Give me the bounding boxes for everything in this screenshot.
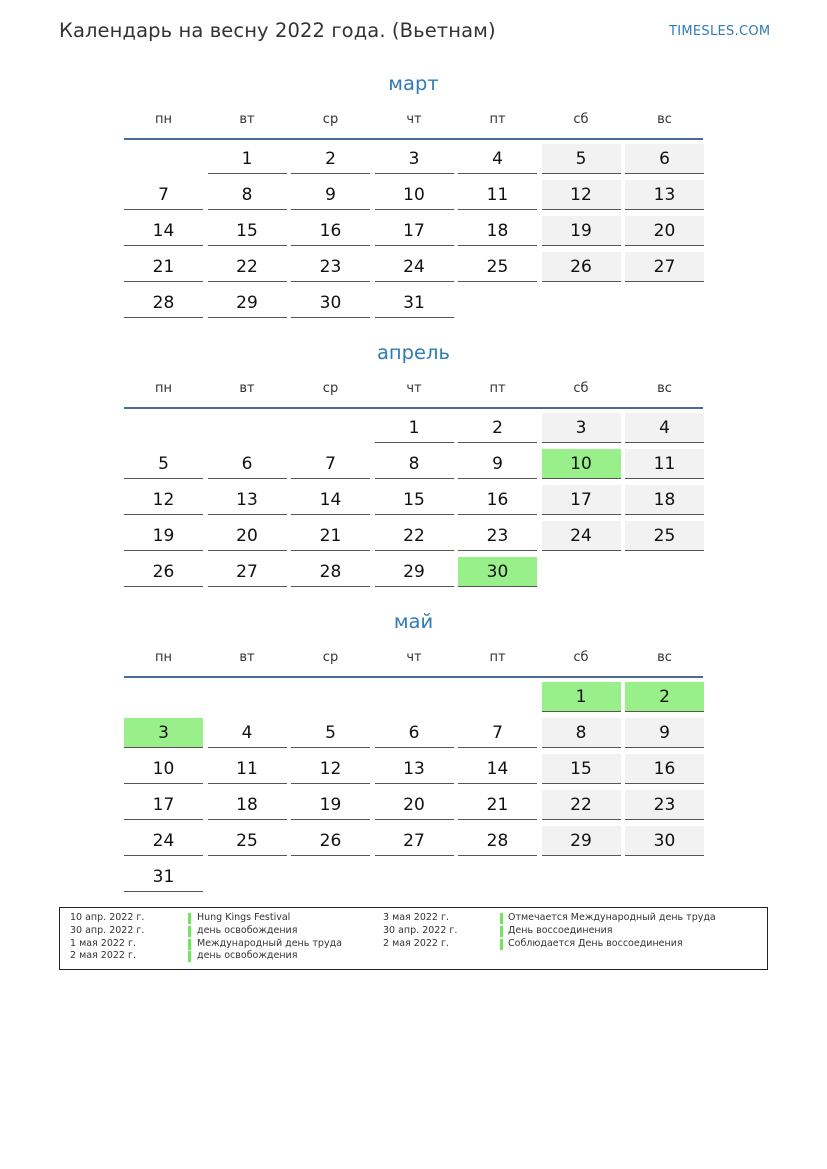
day-cell: 4: [458, 144, 537, 174]
day-cell: 25: [458, 252, 537, 282]
header-rule: [124, 407, 703, 409]
day-cell: 15: [542, 754, 621, 784]
day-cell: 13: [375, 754, 454, 784]
day-cell: 20: [375, 790, 454, 820]
day-cell: 16: [625, 754, 704, 784]
weekday-label: чт: [406, 381, 422, 396]
month-name: май: [393, 610, 434, 633]
day-cell: 11: [625, 449, 704, 479]
day-cell: 6: [375, 718, 454, 748]
day-cell: 17: [542, 485, 621, 515]
day-cell: 29: [375, 557, 454, 587]
legend-marker: [500, 913, 503, 924]
day-cell: 24: [542, 521, 621, 551]
day-cell: 1: [542, 682, 621, 712]
legend-marker: [188, 913, 191, 924]
day-cell: 4: [208, 718, 287, 748]
legend-date: 30 апр. 2022 г.: [70, 924, 145, 936]
day-cell: 1: [375, 413, 454, 443]
weekday-label: вт: [239, 381, 255, 396]
day-cell: 30: [291, 288, 370, 318]
weekday-label: пт: [489, 112, 506, 127]
day-cell: 28: [124, 288, 203, 318]
day-cell: 27: [375, 826, 454, 856]
legend-holiday-name: Hung Kings Festival: [197, 912, 291, 923]
day-cell: 4: [625, 413, 704, 443]
day-cell: 14: [124, 216, 203, 246]
weekday-label: вс: [657, 381, 672, 396]
day-cell: 21: [291, 521, 370, 551]
day-cell: 16: [458, 485, 537, 515]
legend-holiday-name: день освобождения: [197, 924, 298, 936]
weekday-label: сб: [573, 112, 589, 127]
day-cell: 23: [625, 790, 704, 820]
day-cell: 20: [208, 521, 287, 551]
weekday-label: чт: [406, 112, 422, 127]
month-name: апрель: [376, 341, 451, 364]
day-cell: 6: [208, 449, 287, 479]
day-cell: 19: [542, 216, 621, 246]
day-cell: 28: [458, 826, 537, 856]
legend-marker: [188, 926, 191, 937]
day-cell: 20: [625, 216, 704, 246]
day-cell: 12: [124, 485, 203, 515]
day-cell: 2: [291, 144, 370, 174]
day-cell: 12: [291, 754, 370, 784]
weekday-label: вт: [239, 112, 255, 127]
day-cell: 26: [124, 557, 203, 587]
holiday-legend: [59, 907, 768, 970]
day-cell: 19: [291, 790, 370, 820]
day-cell: 22: [542, 790, 621, 820]
day-cell: 23: [291, 252, 370, 282]
site-link[interactable]: TIMESLES.COM: [669, 24, 771, 39]
day-cell: 8: [375, 449, 454, 479]
weekday-label: вс: [657, 112, 672, 127]
legend-marker: [188, 939, 191, 950]
month-name: март: [388, 72, 439, 95]
day-cell: 26: [542, 252, 621, 282]
weekday-label: сб: [573, 381, 589, 396]
day-cell: 18: [208, 790, 287, 820]
legend-date: 2 мая 2022 г.: [383, 937, 449, 949]
day-cell: 22: [375, 521, 454, 551]
day-cell: 24: [375, 252, 454, 282]
day-cell: 5: [124, 449, 203, 479]
day-cell: 30: [458, 557, 537, 587]
day-cell: 8: [208, 180, 287, 210]
day-cell: 30: [625, 826, 704, 856]
day-cell: 13: [208, 485, 287, 515]
day-cell: 7: [291, 449, 370, 479]
weekday-label: чт: [406, 650, 422, 665]
day-cell: 27: [208, 557, 287, 587]
day-cell: 22: [208, 252, 287, 282]
day-cell: 15: [375, 485, 454, 515]
day-cell: 21: [124, 252, 203, 282]
header-rule: [124, 138, 703, 140]
day-cell: 6: [625, 144, 704, 174]
day-cell: 3: [375, 144, 454, 174]
weekday-label: пт: [489, 381, 506, 396]
day-cell: 26: [291, 826, 370, 856]
day-cell: 23: [458, 521, 537, 551]
day-cell: 14: [291, 485, 370, 515]
day-cell: 9: [625, 718, 704, 748]
day-cell: 11: [458, 180, 537, 210]
page-title: Календарь на весну 2022 года. (Вьетнам): [59, 19, 496, 42]
day-cell: 2: [458, 413, 537, 443]
day-cell: 9: [291, 180, 370, 210]
day-cell: 15: [208, 216, 287, 246]
day-cell: 13: [625, 180, 704, 210]
day-cell: 31: [124, 862, 203, 892]
day-cell: 27: [625, 252, 704, 282]
day-cell: 1: [208, 144, 287, 174]
legend-date: 10 апр. 2022 г.: [70, 912, 145, 923]
legend-holiday-name: день освобождения: [197, 950, 298, 962]
day-cell: 19: [124, 521, 203, 551]
day-cell: 18: [458, 216, 537, 246]
legend-date: 2 мая 2022 г.: [70, 950, 136, 962]
weekday-label: пн: [155, 112, 172, 127]
day-cell: 31: [375, 288, 454, 318]
day-cell: 7: [124, 180, 203, 210]
day-cell: 5: [291, 718, 370, 748]
legend-date: 3 мая 2022 г.: [383, 912, 449, 923]
day-cell: 8: [542, 718, 621, 748]
day-cell: 29: [208, 288, 287, 318]
day-cell: 16: [291, 216, 370, 246]
weekday-label: вт: [239, 650, 255, 665]
day-cell: 17: [375, 216, 454, 246]
weekday-label: ср: [322, 381, 339, 396]
weekday-label: сб: [573, 650, 589, 665]
day-cell: 3: [542, 413, 621, 443]
day-cell: 2: [625, 682, 704, 712]
day-cell: 5: [542, 144, 621, 174]
legend-date: 1 мая 2022 г.: [70, 937, 136, 949]
weekday-label: пн: [155, 650, 172, 665]
day-cell: 10: [542, 449, 621, 479]
legend-holiday-name: Соблюдается День воссоединения: [508, 937, 683, 949]
day-cell: 3: [124, 718, 203, 748]
day-cell: 29: [542, 826, 621, 856]
day-cell: 9: [458, 449, 537, 479]
legend-marker: [500, 939, 503, 950]
legend-holiday-name: Международный день труда: [197, 937, 342, 949]
legend-marker: [500, 926, 503, 937]
legend-holiday-name: День воссоединения: [508, 924, 613, 936]
legend-holiday-name: Отмечается Международный день труда: [508, 912, 716, 923]
day-cell: 14: [458, 754, 537, 784]
day-cell: 10: [124, 754, 203, 784]
day-cell: 10: [375, 180, 454, 210]
legend-date: 30 апр. 2022 г.: [383, 924, 458, 936]
day-cell: 24: [124, 826, 203, 856]
day-cell: 25: [625, 521, 704, 551]
weekday-label: пн: [155, 381, 172, 396]
day-cell: 28: [291, 557, 370, 587]
weekday-label: ср: [322, 650, 339, 665]
day-cell: 25: [208, 826, 287, 856]
weekday-label: ср: [322, 112, 339, 127]
day-cell: 21: [458, 790, 537, 820]
day-cell: 12: [542, 180, 621, 210]
day-cell: 11: [208, 754, 287, 784]
legend-marker: [188, 951, 191, 962]
day-cell: 7: [458, 718, 537, 748]
header-rule: [124, 676, 703, 678]
day-cell: 18: [625, 485, 704, 515]
day-cell: 17: [124, 790, 203, 820]
weekday-label: вс: [657, 650, 672, 665]
weekday-label: пт: [489, 650, 506, 665]
